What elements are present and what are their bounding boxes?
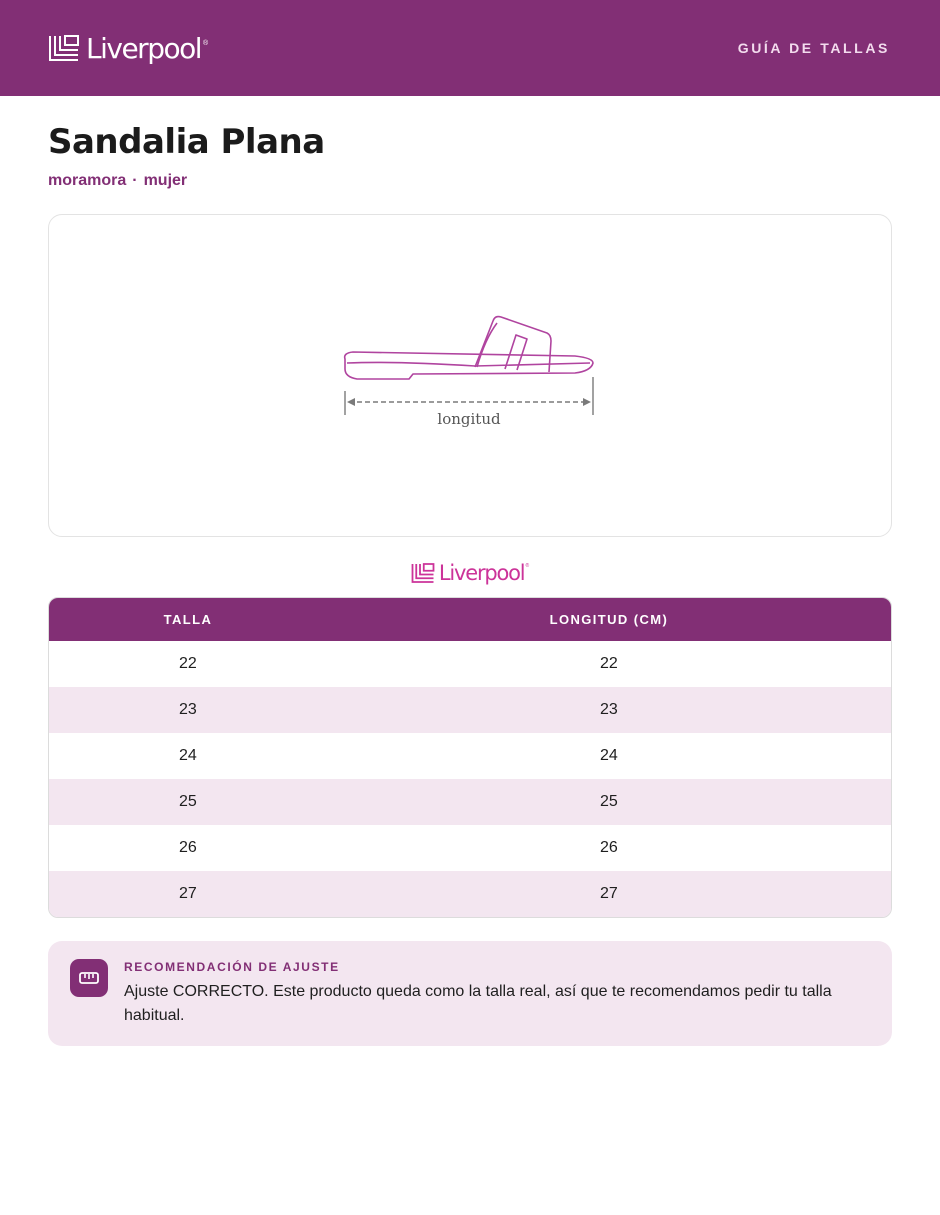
brand-mark-registered: ® (525, 563, 530, 569)
header (0, 0, 940, 96)
brand-name: moramora (48, 172, 127, 189)
table-row (49, 825, 891, 871)
product-subtitle (48, 172, 892, 190)
size-guide-label: GUÍA DE TALLAS (737, 40, 890, 56)
column-header-size: TALLA (49, 598, 327, 641)
liverpool-mark-icon (411, 562, 435, 584)
fit-recommendation-body (124, 959, 870, 1028)
table-row (49, 871, 891, 917)
liverpool-logo-icon (48, 34, 80, 62)
table-row (49, 641, 891, 687)
table-row (49, 733, 891, 779)
brand-mark-text: Liverpool (438, 561, 525, 585)
length-cell: 23 (327, 687, 891, 733)
main-content (0, 122, 940, 1046)
size-cell: 27 (49, 871, 327, 917)
fit-recommendation-heading: RECOMENDACIÓN DE AJUSTE (124, 960, 340, 974)
subtitle-separator: · (132, 172, 138, 189)
length-cell: 27 (327, 871, 891, 917)
measure-label: longitud (437, 409, 501, 428)
gender-label: mujer (143, 172, 188, 189)
page-title: Sandalia Plana (48, 122, 325, 162)
size-cell: 23 (49, 687, 327, 733)
sandal-outline-icon (335, 311, 605, 441)
length-cell: 26 (600, 839, 618, 856)
length-cell: 24 (600, 747, 618, 764)
table-header-row (49, 598, 891, 641)
brand-mark (48, 559, 892, 587)
size-cell: 24 (179, 747, 197, 764)
fit-recommendation-text: Ajuste CORRECTO. Este producto queda como la talla real, así que te recomendamos pedir tu talla habitual. (124, 983, 832, 1024)
logo-registered-mark: ® (203, 39, 209, 47)
length-cell: 25 (327, 779, 891, 825)
length-cell: 22 (600, 655, 618, 672)
column-header-length: LONGITUD (CM) (327, 598, 891, 641)
logo-text: Liverpool (86, 31, 202, 65)
ruler-icon (70, 959, 108, 997)
size-cell: 26 (179, 839, 197, 856)
liverpool-logo[interactable] (48, 32, 208, 65)
fit-recommendation-card (48, 941, 892, 1046)
size-cell: 22 (179, 655, 197, 672)
size-cell: 25 (49, 779, 327, 825)
measurement-diagram-card (48, 214, 892, 537)
table-row (49, 779, 891, 825)
size-table (48, 597, 892, 918)
table-row (49, 687, 891, 733)
